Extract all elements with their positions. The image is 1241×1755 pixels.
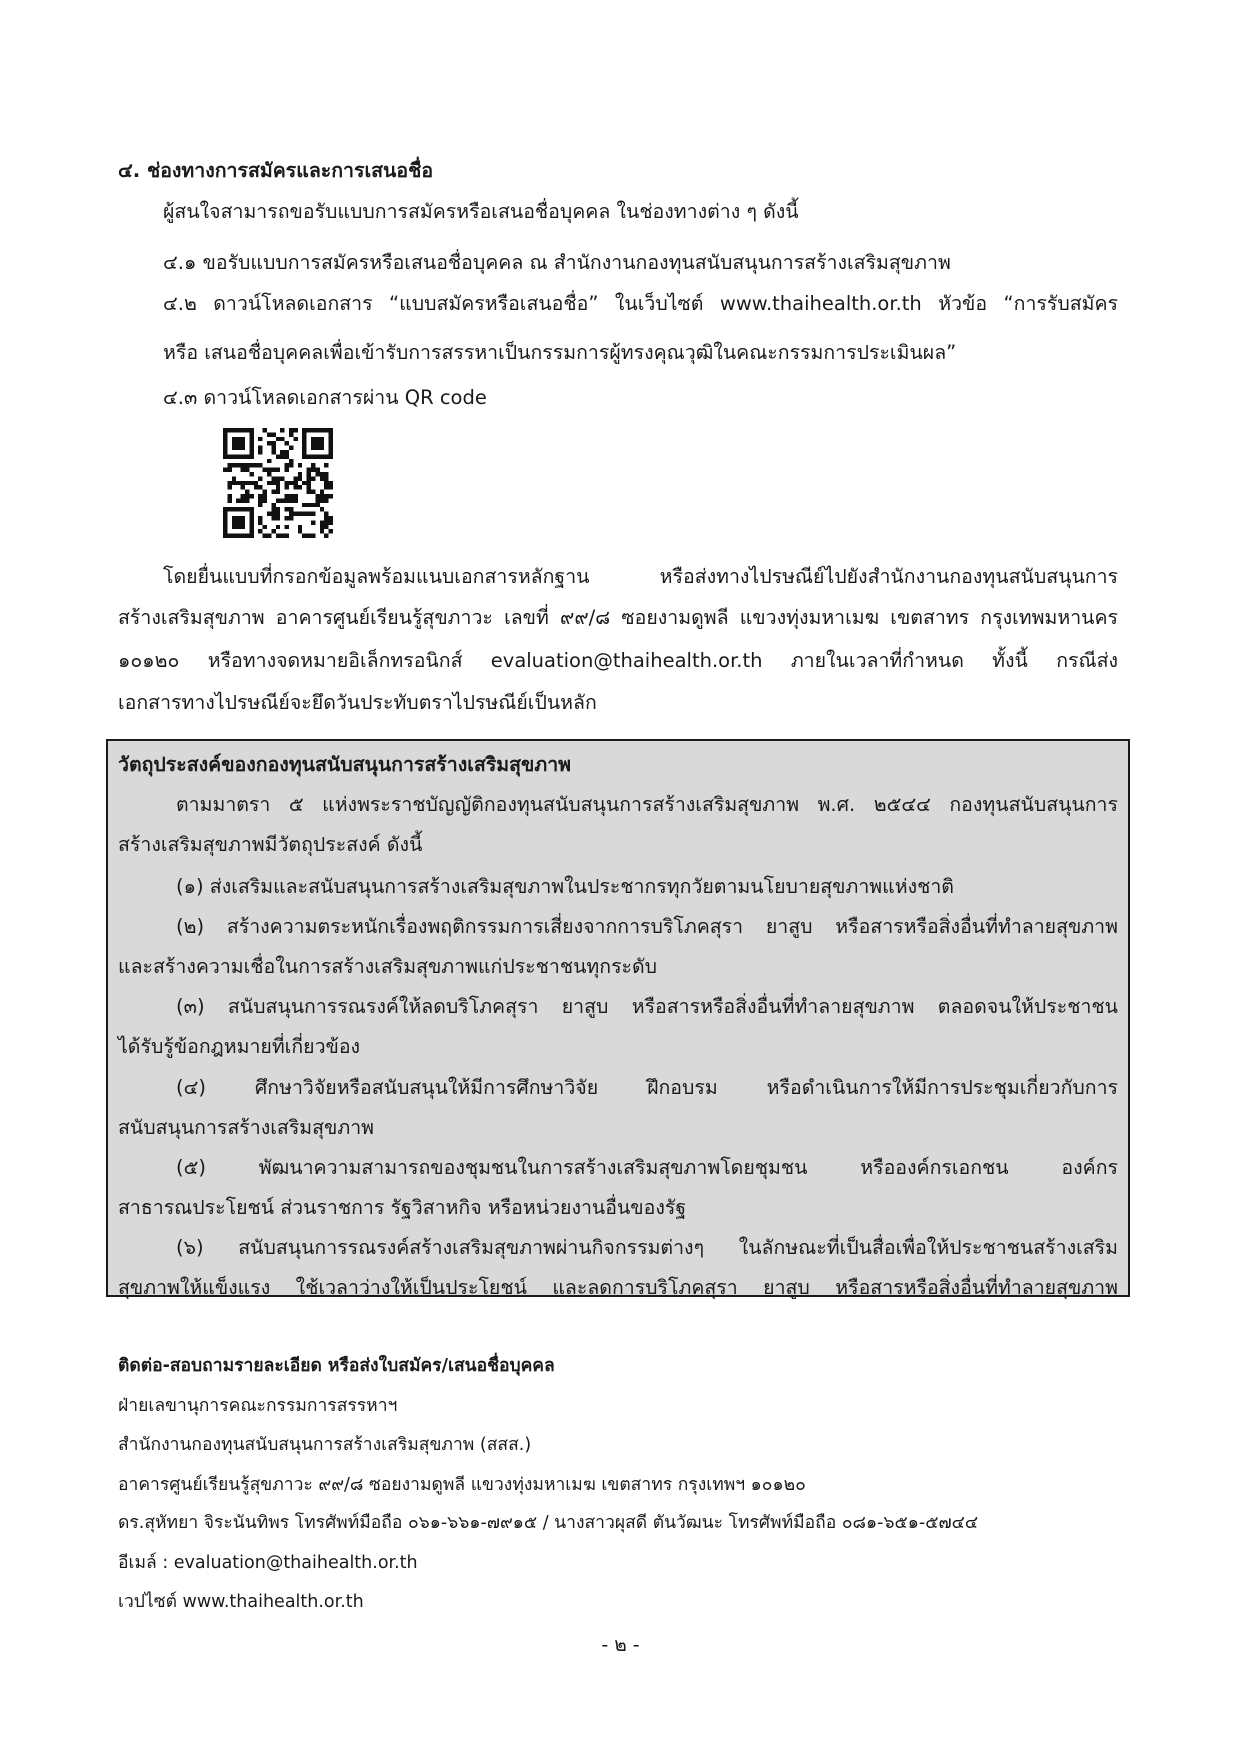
contact-email: อีเมล์ : evaluation@thaihealth.or.th bbox=[118, 1553, 418, 1573]
objective-3-line2: ได้รับรู้ข้อกฎหมายที่เกี่ยวข้อง bbox=[118, 1035, 361, 1058]
contact-website: เวปไซต์ www.thaihealth.or.th bbox=[118, 1592, 364, 1612]
objective-5-line1: (๕) พัฒนาความสามารถของชุมชนในการสร้างเสริมสุขภาพโดยชุมชน หรือองค์กรเอกชน องค์กร bbox=[176, 1156, 1118, 1179]
contact-line-3: อาคารศูนย์เรียนรู้สุขภาวะ ๙๙/๘ ซอยงามดูพลี แขวงทุ่งมหาเมฆ เขตสาทร กรุงเทพฯ ๑๐๑๒๐ bbox=[118, 1475, 806, 1495]
objective-6-line2: สุขภาพให้แข็งแรง ใช้เวลาว่างให้เป็นประโยชน์ และลดการบริโภคสุรา ยาสูบ หรือสารหรือสิ่งอื่นที่ทำลายสุขภาพ bbox=[118, 1276, 1118, 1299]
submit-paragraph-line2: สร้างเสริมสุขภาพ อาคารศูนย์เรียนรู้สุขภาวะ เลขที่ ๙๙/๘ ซอยงามดูพลี แขวงทุ่งมหาเมฆ เขตสาทร กรุงเทพมหานคร bbox=[118, 606, 1118, 629]
qr-code-image bbox=[223, 428, 333, 538]
submit-paragraph-line3: ๑๐๑๒๐ หรือทางจดหมายอิเล็กทรอนิกส์ evaluation@thaihealth.or.th ภายในเวลาที่กำหนด ทั้งนี้ กรณีส่ง bbox=[118, 649, 1118, 672]
objective-6-line1: (๖) สนับสนุนการรณรงค์สร้างเสริมสุขภาพผ่านกิจกรรมต่างๆ ในลักษณะที่เป็นสื่อเพื่อให้ประชาชนสร้างเสริม bbox=[176, 1236, 1118, 1259]
objective-2-line2: และสร้างความเชื่อในการสร้างเสริมสุขภาพแก่ประชาชนทุกระดับ bbox=[118, 955, 658, 978]
objective-4-line2: สนับสนุนการสร้างเสริมสุขภาพ bbox=[118, 1116, 375, 1139]
submit-paragraph-line4: เอกสารทางไปรษณีย์จะยึดวันประทับตราไปรษณีย์เป็นหลัก bbox=[118, 691, 597, 714]
objective-2-line1: (๒) สร้างความตระหนักเรื่องพฤติกรรมการเสี่ยงจากการบริโภคสุรา ยาสูบ หรือสารหรือสิ่งอื่นที่ทำลายสุขภาพ bbox=[176, 915, 1118, 938]
channel-item-2-line1: ๔.๒ ดาวน์โหลดเอกสาร “แบบสมัครหรือเสนอชื่อ” ในเว็บไซต์ www.thaihealth.or.th หัวข้อ “การรับสมัคร bbox=[163, 292, 1118, 315]
section-heading: ๔. ช่องทางการสมัครและการเสนอชื่อ bbox=[118, 159, 434, 182]
contact-line-4: ดร.สุหัทยา จิระนันทิพร โทรศัพท์มือถือ ๐๖๑-๖๖๑-๗๙๑๕ / นางสาวผุสดี ตันวัฒนะ โทรศัพท์มือถือ ๐๘๑-๖๕๑-๕๗๔๔ bbox=[118, 1513, 979, 1533]
objective-3-line1: (๓) สนับสนุนการรณรงค์ให้ลดบริโภคสุรา ยาสูบ หรือสารหรือสิ่งอื่นที่ทำลายสุขภาพ ตลอดจนให้ประชาชน bbox=[176, 995, 1118, 1018]
channel-item-2-line2: หรือ เสนอชื่อบุคคลเพื่อเข้ารับการสรรหาเป็นกรรมการผู้ทรงคุณวุฒิในคณะกรรมการประเมินผล” bbox=[163, 341, 957, 364]
contact-line-1: ฝ่ายเลขานุการคณะกรรมการสรรหาฯ bbox=[118, 1396, 398, 1416]
objective-5-line2: สาธารณประโยชน์ ส่วนราชการ รัฐวิสาหกิจ หรือหน่วยงานอื่นของรัฐ bbox=[118, 1196, 687, 1219]
contact-line-2: สำนักงานกองทุนสนับสนุนการสร้างเสริมสุขภาพ (สสส.) bbox=[118, 1435, 532, 1455]
objectives-intro-line1: ตามมาตรา ๕ แห่งพระราชบัญญัติกองทุนสนับสนุนการสร้างเสริมสุขภาพ พ.ศ. ๒๕๔๔ กองทุนสนับสนุนการ bbox=[176, 793, 1118, 816]
channel-item-3: ๔.๓ ดาวน์โหลดเอกสารผ่าน QR code bbox=[163, 386, 487, 409]
page-number: - ๒ - bbox=[601, 1634, 640, 1656]
objectives-heading: วัตถุประสงค์ของกองทุนสนับสนุนการสร้างเสริมสุขภาพ bbox=[118, 753, 572, 776]
objective-1: (๑) ส่งเสริมและสนับสนุนการสร้างเสริมสุขภาพในประชากรทุกวัยตามนโยบายสุขภาพแห่งชาติ bbox=[176, 875, 954, 898]
submit-paragraph-line1: โดยยื่นแบบที่กรอกข้อมูลพร้อมแนบเอกสารหลักฐาน หรือส่งทางไปรษณีย์ไปยังสำนักงานกองทุนสนับสนุนการ bbox=[163, 565, 1118, 588]
objectives-intro-line2: สร้างเสริมสุขภาพมีวัตถุประสงค์ ดังนี้ bbox=[118, 833, 423, 856]
contact-heading: ติดต่อ-สอบถามรายละเอียด หรือส่งใบสมัคร/เสนอชื่อบุคคล bbox=[118, 1356, 555, 1376]
objective-4-line1: (๔) ศึกษาวิจัยหรือสนับสนุนให้มีการศึกษาวิจัย ฝึกอบรม หรือดำเนินการให้มีการประชุมเกี่ยวกับการ bbox=[176, 1076, 1118, 1099]
section-intro: ผู้สนใจสามารถขอรับแบบการสมัครหรือเสนอชื่อบุคคล ในช่องทางต่าง ๆ ดังนี้ bbox=[163, 200, 799, 223]
channel-item-1: ๔.๑ ขอรับแบบการสมัครหรือเสนอชื่อบุคคล ณ สำนักงานกองทุนสนับสนุนการสร้างเสริมสุขภาพ bbox=[163, 251, 951, 274]
